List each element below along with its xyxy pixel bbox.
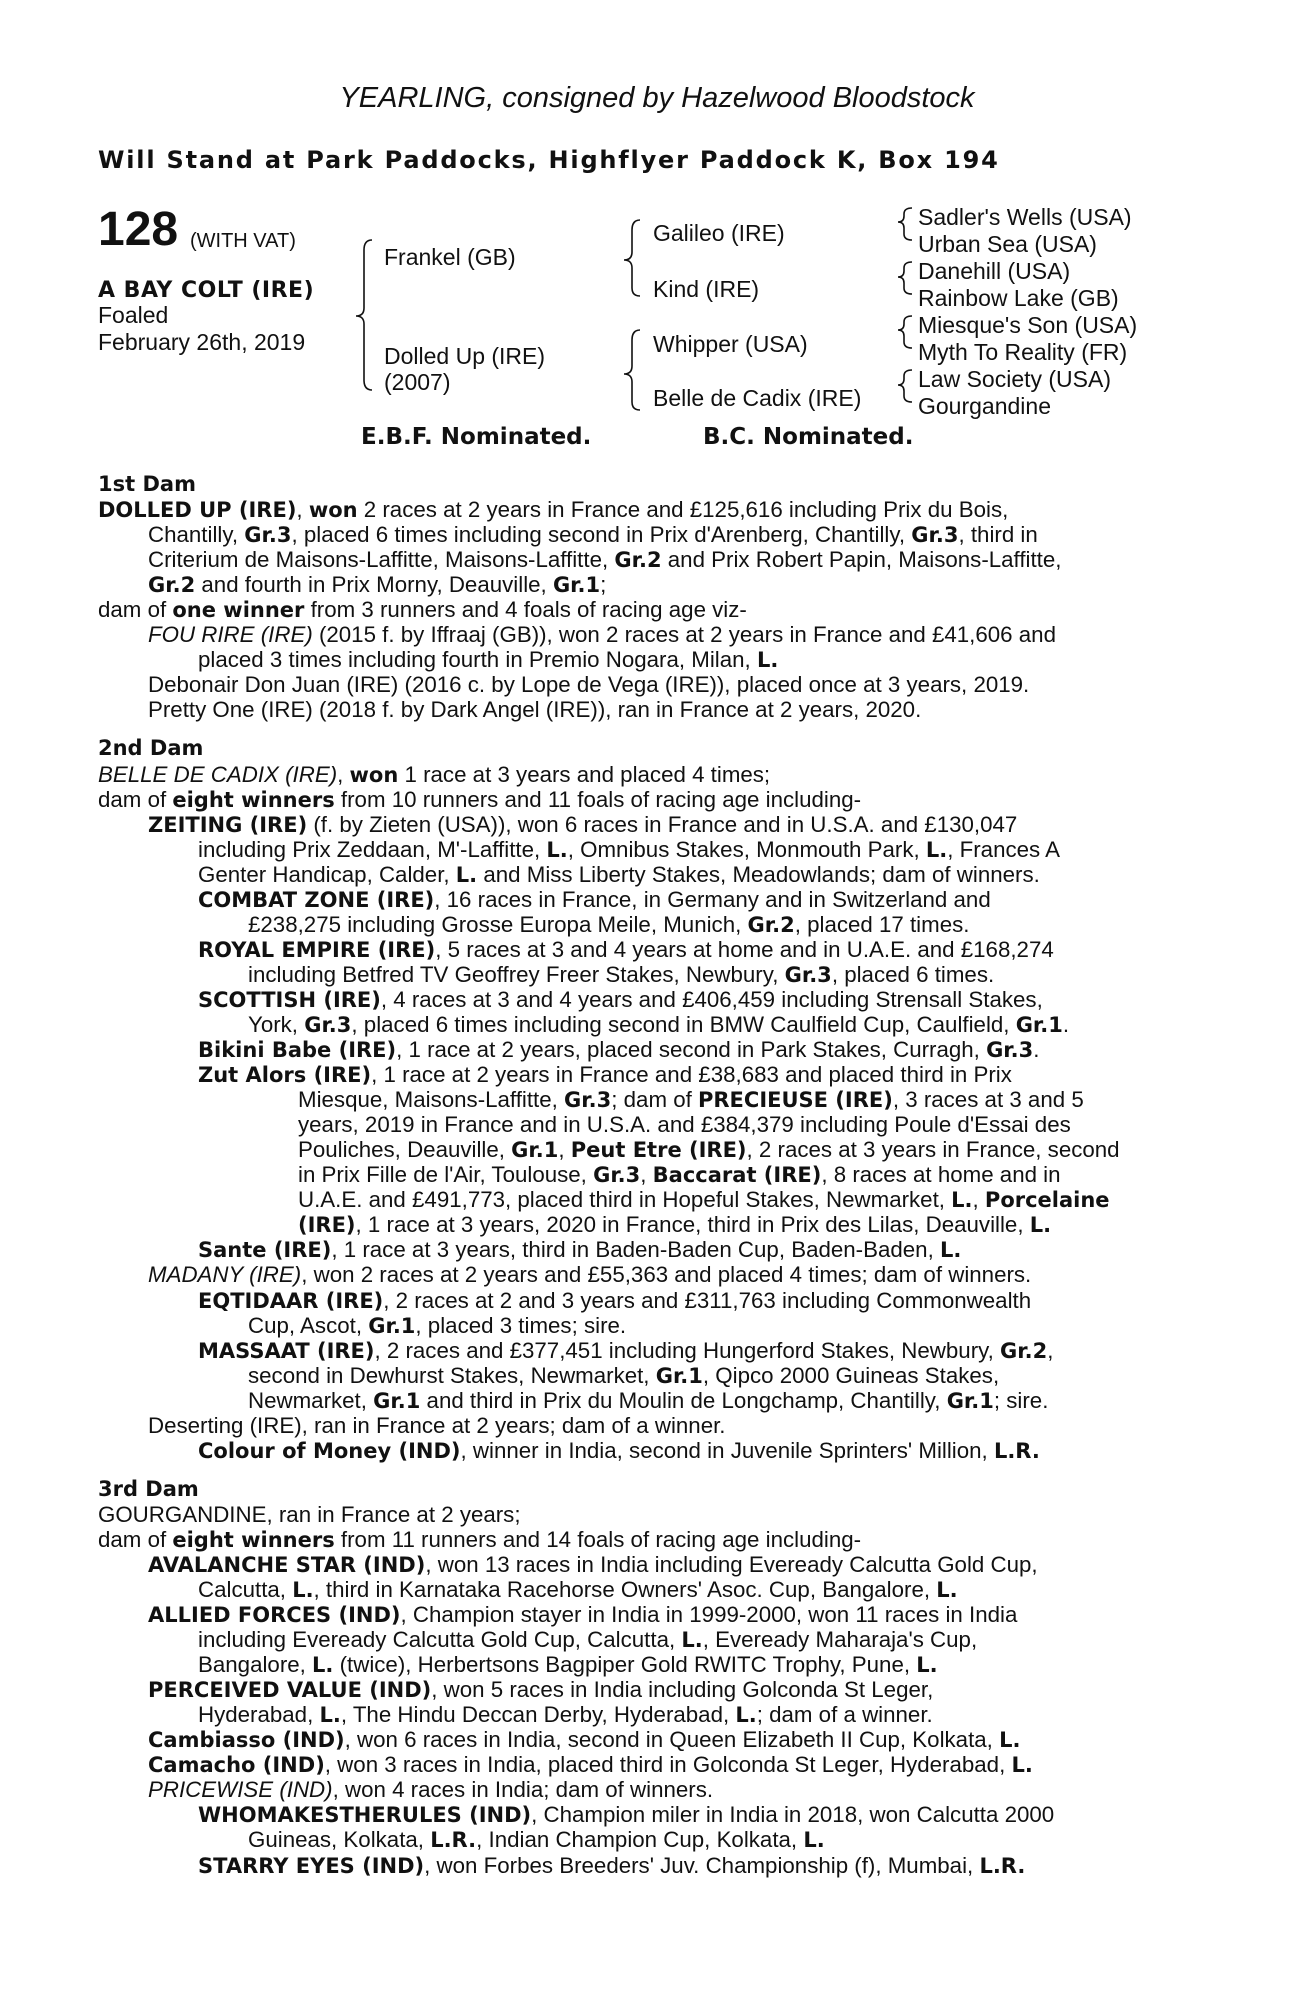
pedigree-notes: [98, 472, 1198, 1878]
text-line: Pretty One (IRE) (2018 f. by Dark Angel (IRE)), ran in France at 2 years, 2020.: [148, 697, 922, 723]
text-line: in Prix Fille de l'Air, Toulouse, Gr.3, Baccarat (IRE), 8 races at home and in: [298, 1162, 1061, 1188]
text-line: Pouliches, Deauville, Gr.1, Peut Etre (IRE), 2 races at 3 years in France, second: [298, 1137, 1120, 1163]
text-line: GOURGANDINE, ran in France at 2 years;: [98, 1501, 521, 1527]
text-line: Cambiasso (IND), won 6 races in India, second in Queen Elizabeth II Cup, Kolkata, L.: [148, 1727, 1021, 1753]
text-line: ROYAL EMPIRE (IRE), 5 races at 3 and 4 years at home and in U.A.E. and £168,274: [198, 936, 1054, 962]
pedigree-sire-dam: Kind (IRE): [653, 276, 760, 302]
text-line: ALLIED FORCES (IND), Champion stayer in India in 1999-2000, won 11 races in India: [148, 1602, 1018, 1628]
text-line: Bikini Babe (IRE), 1 race at 2 years, placed second in Park Stakes, Curragh, Gr.3.: [198, 1037, 1040, 1063]
text-line: £238,275 including Grosse Europa Meile, Munich, Gr.2, placed 17 times.: [248, 911, 970, 937]
text-line: Guineas, Kolkata, L.R., Indian Champion Cup, Kolkata, L.: [248, 1827, 825, 1853]
bc-nominated: B.C. Nominated.: [703, 424, 914, 450]
pedigree-dsd: Myth To Reality (FR): [918, 339, 1128, 365]
text-line: Genter Handicap, Calder, L. and Miss Liberty Stakes, Meadowlands; dam of winners.: [198, 861, 1040, 887]
text-line: Deserting (IRE), ran in France at 2 years; dam of a winner.: [148, 1412, 726, 1438]
text-line: DOLLED UP (IRE), won 2 races at 2 years in France and £125,616 including Prix du Bois,: [98, 497, 1009, 523]
pedigree-dam-dam: Belle de Cadix (IRE): [653, 385, 862, 411]
pedigree-sdd: Rainbow Lake (GB): [918, 285, 1119, 311]
text-line: Gr.2 and fourth in Prix Morny, Deauville, Gr.1;: [148, 572, 607, 598]
pedigree-dam: Dolled Up (IRE): [384, 343, 546, 369]
pedigree-sds: Danehill (USA): [918, 258, 1071, 284]
pedigree-ssd: Urban Sea (USA): [918, 231, 1097, 257]
pedigree-dam-sire: Whipper (USA): [653, 331, 808, 357]
text-line: dam of one winner from 3 runners and 4 foals of racing age viz-: [98, 597, 747, 623]
text-line: Newmarket, Gr.1 and third in Prix du Moulin de Longchamp, Chantilly, Gr.1; sire.: [248, 1387, 1049, 1413]
text-line: PRICEWISE (IND), won 4 races in India; dam of winners.: [148, 1777, 714, 1803]
text-line: Debonair Don Juan (IRE) (2016 c. by Lope de Vega (IRE)), placed once at 3 years, 2019.: [148, 672, 1030, 698]
text-line: STARRY EYES (IND), won Forbes Breeders' Juv. Championship (f), Mumbai, L.R.: [198, 1852, 1026, 1878]
text-line: including Betfred TV Geoffrey Freer Stakes, Newbury, Gr.3, placed 6 times.: [248, 961, 995, 987]
text-line: dam of eight winners from 10 runners and 11 foals of racing age including-: [98, 786, 862, 812]
text-line: including Prix Zeddaan, M'-Laffitte, L., Omnibus Stakes, Monmouth Park, L., Frances A: [198, 836, 1061, 862]
pedigree-ddd: Gourgandine: [918, 393, 1051, 419]
text-line: (IRE), 1 race at 3 years, 2020 in France, third in Prix des Lilas, Deauville, L.: [298, 1212, 1052, 1238]
text-line: AVALANCHE STAR (IND), won 13 races in India including Eveready Calcutta Gold Cup,: [148, 1551, 1038, 1577]
text-line: ZEITING (IRE) (f. by Zieten (USA)), won 6 races in France and in U.S.A. and £130,047: [148, 811, 1018, 837]
horse-description: A BAY COLT (IRE): [98, 278, 315, 303]
text-line: Chantilly, Gr.3, placed 6 times including second in Prix d'Arenberg, Chantilly, Gr.3, third in: [148, 522, 1038, 548]
text-line: Cup, Ascot, Gr.1, placed 3 times; sire.: [248, 1312, 627, 1338]
catalogue-title: YEARLING, consigned by Hazelwood Bloodstock: [339, 82, 975, 114]
text-line: FOU RIRE (IRE) (2015 f. by Iffraaj (GB)), won 2 races at 2 years in France and £41,606 and: [148, 622, 1056, 648]
pedigree-dss: Miesque's Son (USA): [918, 312, 1138, 338]
text-line: Camacho (IND), won 3 races in India, placed third in Golconda St Leger, Hyderabad, L.: [148, 1752, 1033, 1778]
ebf-nominated: E.B.F. Nominated.: [361, 424, 592, 450]
pedigree-dds: Law Society (USA): [918, 366, 1112, 392]
section-heading: 2nd Dam: [98, 736, 204, 761]
pedigree-sire-sire: Galileo (IRE): [653, 220, 785, 246]
text-line: placed 3 times including fourth in Premio Nogara, Milan, L.: [198, 647, 779, 673]
section-heading: 1st Dam: [98, 472, 196, 496]
text-line: MADANY (IRE), won 2 races at 2 years and £55,363 and placed 4 times; dam of winners.: [148, 1262, 1032, 1288]
text-line: WHOMAKESTHERULES (IND), Champion miler in India in 2018, won Calcutta 2000: [198, 1802, 1055, 1828]
foaled-label: Foaled: [98, 302, 169, 328]
text-line: Criterium de Maisons-Laffitte, Maisons-Laffitte, Gr.2 and Prix Robert Papin, Maisons-Laffitte,: [148, 547, 1062, 573]
foaled-date: February 26th, 2019: [98, 329, 306, 355]
text-line: Miesque, Maisons-Laffitte, Gr.3; dam of PRECIEUSE (IRE), 3 races at 3 and 5: [298, 1087, 1084, 1113]
text-line: Bangalore, L. (twice), Herbertsons Bagpiper Gold RWITC Trophy, Pune, L.: [198, 1652, 938, 1678]
stand-location: Will Stand at Park Paddocks, Highflyer Paddock K, Box 194: [98, 146, 1000, 174]
text-line: PERCEIVED VALUE (IND), won 5 races in India including Golconda St Leger,: [148, 1677, 934, 1703]
text-line: Sante (IRE), 1 race at 3 years, third in Baden-Baden Cup, Baden-Baden, L.: [198, 1237, 962, 1263]
text-line: MASSAAT (IRE), 2 races and £377,451 including Hungerford Stakes, Newbury, Gr.2,: [198, 1337, 1054, 1363]
text-line: Calcutta, L., third in Karnataka Racehorse Owners' Asoc. Cup, Bangalore, L.: [198, 1577, 958, 1603]
text-line: Colour of Money (IND), winner in India, second in Juvenile Sprinters' Million, L.R.: [198, 1437, 1040, 1463]
text-line: dam of eight winners from 11 runners and 14 foals of racing age including-: [98, 1526, 862, 1552]
text-line: years, 2019 in France and in U.S.A. and £384,379 including Poule d'Essai des: [298, 1112, 1071, 1138]
text-line: York, Gr.3, placed 6 times including second in BMW Caulfield Cup, Caulfield, Gr.1.: [248, 1011, 1070, 1037]
vat-note: (WITH VAT): [190, 230, 296, 252]
pedigree-sss: Sadler's Wells (USA): [918, 204, 1132, 230]
text-line: Zut Alors (IRE), 1 race at 2 years in France and £38,683 and placed third in Prix: [198, 1062, 1012, 1088]
pedigree-sire: Frankel (GB): [384, 244, 516, 270]
section-heading: 3rd Dam: [98, 1476, 199, 1501]
text-line: SCOTTISH (IRE), 4 races at 3 and 4 years and £406,459 including Strensall Stakes,: [198, 986, 1043, 1012]
text-line: second in Dewhurst Stakes, Newmarket, Gr.1, Qipco 2000 Guineas Stakes,: [248, 1362, 1000, 1388]
lot-number: 128: [98, 203, 179, 256]
text-line: BELLE DE CADIX (IRE), won 1 race at 3 years and placed 4 times;: [98, 761, 771, 787]
text-line: including Eveready Calcutta Gold Cup, Calcutta, L., Eveready Maharaja's Cup,: [198, 1627, 978, 1653]
text-line: EQTIDAAR (IRE), 2 races at 2 and 3 years and £311,763 including Commonwealth: [198, 1287, 1032, 1313]
text-line: U.A.E. and £491,773, placed third in Hopeful Stakes, Newmarket, L., Porcelaine: [298, 1187, 1110, 1213]
text-line: Hyderabad, L., The Hindu Deccan Derby, Hyderabad, L.; dam of a winner.: [198, 1702, 933, 1728]
pedigree-dam-year: (2007): [384, 369, 451, 395]
text-line: COMBAT ZONE (IRE), 16 races in France, in Germany and in Switzerland and: [198, 886, 991, 912]
